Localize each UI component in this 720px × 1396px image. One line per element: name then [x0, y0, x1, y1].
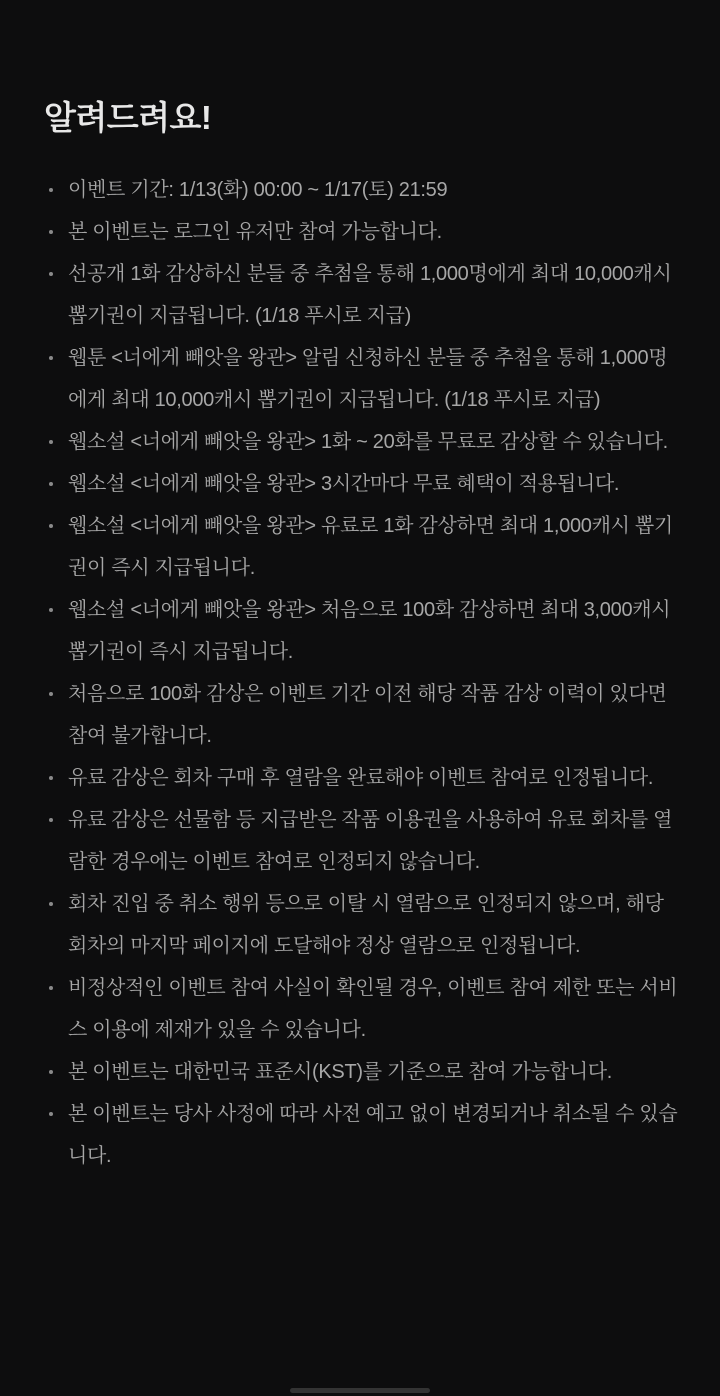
notice-item-text: 비정상적인 이벤트 참여 사실이 확인될 경우, 이벤트 참여 제한 또는 서비스 이용에 제재가 있을 수 있습니다. [68, 976, 678, 1041]
notice-item [44, 421, 680, 463]
notice-item [44, 883, 680, 967]
notice-item-text: 웹소설 <너에게 빼앗을 왕관> 3시간마다 무료 혜택이 적용됩니다. [68, 472, 620, 495]
notice-item [44, 169, 680, 211]
notice-item-text: 본 이벤트는 당사 사정에 따라 사전 예고 없이 변경되거나 취소될 수 있습니다. [68, 1102, 678, 1167]
notice-item [44, 967, 680, 1051]
notice-item [44, 799, 680, 883]
bullet-dot-icon [44, 463, 68, 505]
bullet-dot-icon [44, 253, 68, 295]
bullet-dot-icon [44, 1093, 68, 1135]
bullet-dot-icon [44, 757, 68, 799]
notice-item-text: 본 이벤트는 대한민국 표준시(KST)를 기준으로 참여 가능합니다. [68, 1060, 612, 1083]
home-indicator-bar[interactable] [290, 1388, 430, 1393]
notice-item [44, 1093, 680, 1177]
notice-item [44, 505, 680, 589]
notice-item [44, 337, 680, 421]
bullet-dot-icon [44, 211, 68, 253]
notice-item-text: 본 이벤트는 로그인 유저만 참여 가능합니다. [68, 220, 442, 243]
bullet-dot-icon [44, 589, 68, 631]
notice-item-text: 웹툰 <너에게 빼앗을 왕관> 알림 신청하신 분들 중 추첨을 통해 1,000명에게 최대 10,000캐시 뽑기권이 지급됩니다. (1/18 푸시로 지급) [68, 346, 668, 411]
notice-item [44, 757, 680, 799]
notice-list [44, 169, 680, 1177]
notice-item [44, 463, 680, 505]
bullet-dot-icon [44, 799, 68, 841]
notice-item-text: 웹소설 <너에게 빼앗을 왕관> 처음으로 100화 감상하면 최대 3,000캐시 뽑기권이 즉시 지급됩니다. [68, 598, 671, 663]
bullet-dot-icon [44, 505, 68, 547]
notice-item-text: 회차 진입 중 취소 행위 등으로 이탈 시 열람으로 인정되지 않으며, 해당 회차의 마지막 페이지에 도달해야 정상 열람으로 인정됩니다. [68, 892, 664, 957]
notice-item-text: 처음으로 100화 감상은 이벤트 기간 이전 해당 작품 감상 이력이 있다면 참여 불가합니다. [68, 682, 667, 747]
bullet-dot-icon [44, 337, 68, 379]
bullet-dot-icon [44, 673, 68, 715]
notice-item [44, 673, 680, 757]
bullet-dot-icon [44, 169, 68, 211]
bullet-dot-icon [44, 967, 68, 1009]
notice-item-text: 유료 감상은 회차 구매 후 열람을 완료해야 이벤트 참여로 인정됩니다. [68, 766, 654, 789]
notice-item [44, 1051, 680, 1093]
notice-item-text: 웹소설 <너에게 빼앗을 왕관> 1화 ~ 20화를 무료로 감상할 수 있습니다. [68, 430, 668, 453]
bullet-dot-icon [44, 421, 68, 463]
notice-item-text: 웹소설 <너에게 빼앗을 왕관> 유료로 1화 감상하면 최대 1,000캐시 뽑기권이 즉시 지급됩니다. [68, 514, 673, 579]
notice-item [44, 211, 680, 253]
notice-item [44, 589, 680, 673]
bullet-dot-icon [44, 883, 68, 925]
notice-item [44, 253, 680, 337]
notice-item-text: 유료 감상은 선물함 등 지급받은 작품 이용권을 사용하여 유료 회차를 열람한 경우에는 이벤트 참여로 인정되지 않습니다. [68, 808, 673, 873]
notice-item-text: 이벤트 기간: 1/13(화) 00:00 ~ 1/17(토) 21:59 [68, 178, 448, 201]
notice-item-text: 선공개 1화 감상하신 분들 중 추첨을 통해 1,000명에게 최대 10,000캐시 뽑기권이 지급됩니다. (1/18 푸시로 지급) [68, 262, 672, 327]
bullet-dot-icon [44, 1051, 68, 1093]
notice-title: 알려드려요! [44, 99, 212, 136]
